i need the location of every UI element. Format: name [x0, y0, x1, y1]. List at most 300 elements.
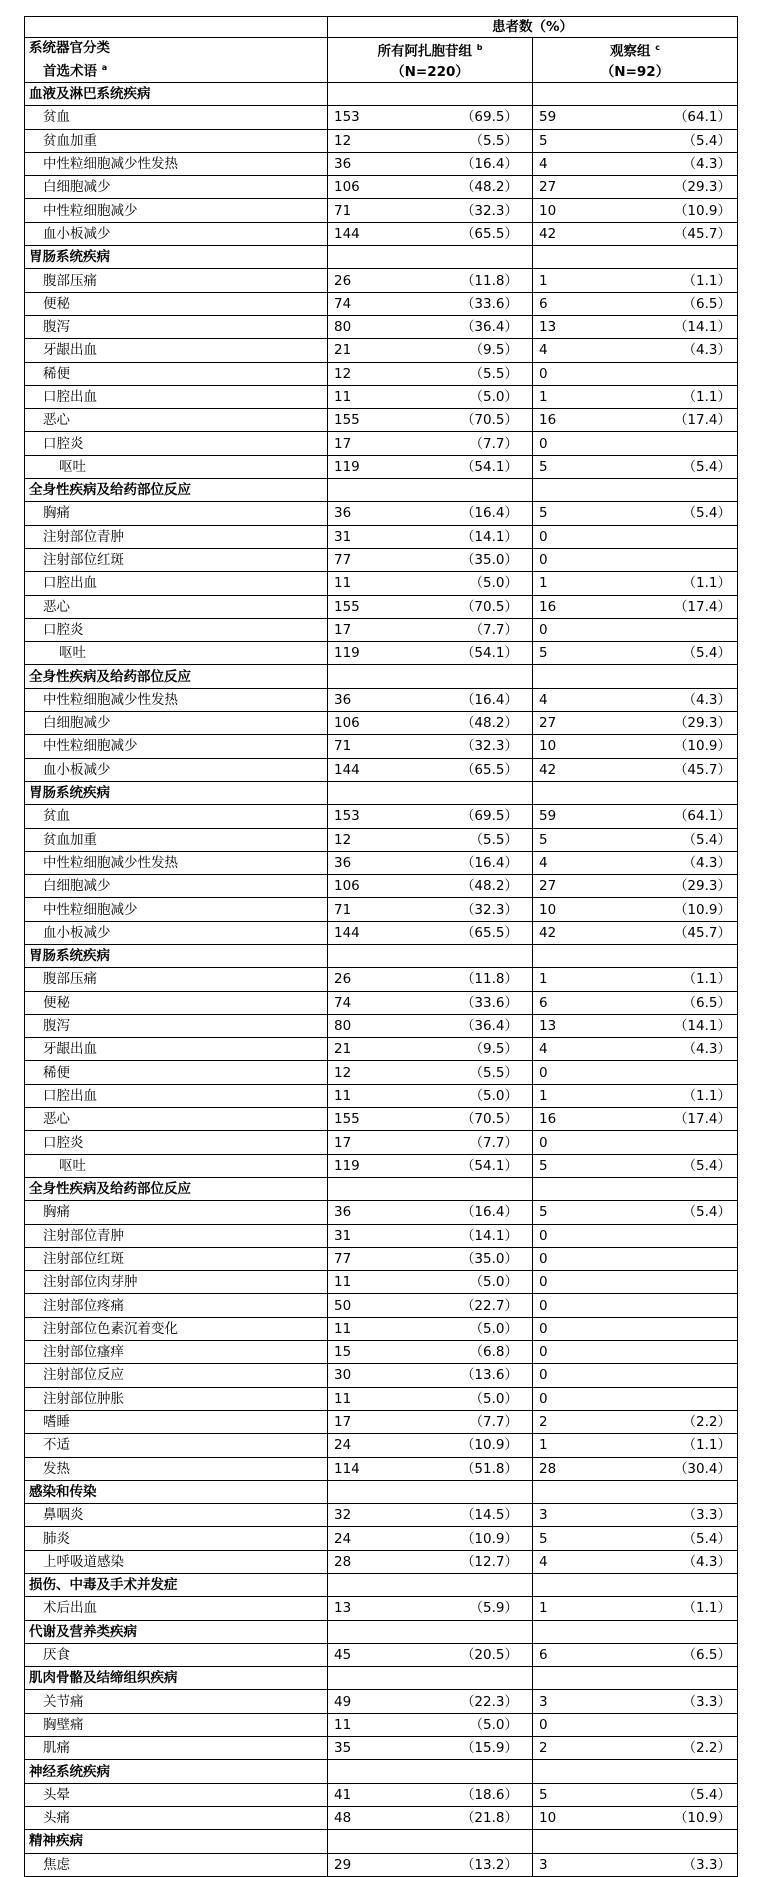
group2-count: 42 — [533, 921, 636, 944]
group1-header — [328, 38, 533, 83]
table-row — [25, 712, 738, 735]
term-name: 嗜睡 — [25, 1410, 328, 1433]
table-row — [25, 688, 738, 711]
group1-percent: （7.7） — [430, 1410, 533, 1433]
group2-percent: （1.1） — [635, 269, 738, 292]
group2-count: 0 — [533, 1247, 636, 1270]
group1-percent: （5.5） — [430, 828, 533, 851]
group2-percent: （1.1） — [635, 385, 738, 408]
group1-count: 11 — [328, 1387, 431, 1410]
term-name: 恶心 — [25, 409, 328, 432]
group1-count: 36 — [328, 152, 431, 175]
category-row — [25, 1177, 738, 1200]
group1-count: 71 — [328, 898, 431, 921]
group2-count: 1 — [533, 1084, 636, 1107]
group2-percent: （30.4） — [635, 1457, 738, 1480]
empty-cell — [533, 781, 636, 804]
group1-count: 74 — [328, 991, 431, 1014]
group1-percent: （69.5） — [430, 805, 533, 828]
table-row — [25, 1527, 738, 1550]
group1-count: 36 — [328, 1201, 431, 1224]
group1-count: 155 — [328, 1108, 431, 1131]
group1-percent: （11.8） — [430, 968, 533, 991]
group2-percent: （1.1） — [635, 1084, 738, 1107]
empty-cell — [328, 1574, 431, 1597]
term-name: 稀便 — [25, 1061, 328, 1084]
group2-count: 5 — [533, 1154, 636, 1177]
group1-count: 32 — [328, 1504, 431, 1527]
group1-count: 106 — [328, 875, 431, 898]
group2-label: 观察组 — [610, 43, 651, 60]
table-row — [25, 1224, 738, 1247]
group2-count: 16 — [533, 595, 636, 618]
term-name: 注射部位瘙痒 — [25, 1341, 328, 1364]
group1-count: 45 — [328, 1643, 431, 1666]
group1-label: 所有阿扎胞苷组 — [377, 43, 473, 60]
term-name: 腹部压痛 — [25, 968, 328, 991]
table-row — [25, 875, 738, 898]
group1-percent: （16.4） — [430, 688, 533, 711]
category-row — [25, 479, 738, 502]
empty-cell — [533, 944, 636, 967]
group2-percent — [635, 1387, 738, 1410]
term-name: 贫血 — [25, 106, 328, 129]
group2-percent: （29.3） — [635, 176, 738, 199]
group1-percent: （7.7） — [430, 1131, 533, 1154]
group2-count: 2 — [533, 1410, 636, 1433]
term-name: 头晕 — [25, 1783, 328, 1806]
group2-count: 6 — [533, 991, 636, 1014]
term-name: 恶心 — [25, 595, 328, 618]
group1-count: 36 — [328, 688, 431, 711]
group2-percent: （29.3） — [635, 875, 738, 898]
table-row — [25, 851, 738, 874]
table-row — [25, 176, 738, 199]
header-row-groups — [25, 38, 738, 83]
group1-count: 21 — [328, 1038, 431, 1061]
table-row — [25, 1341, 738, 1364]
empty-cell — [328, 479, 431, 502]
group1-percent: （33.6） — [430, 292, 533, 315]
table-row — [25, 1643, 738, 1666]
empty-cell — [328, 83, 431, 106]
group1-count: 155 — [328, 409, 431, 432]
term-name: 术后出血 — [25, 1597, 328, 1620]
empty-cell — [635, 1667, 738, 1690]
table-row — [25, 222, 738, 245]
term-name: 发热 — [25, 1457, 328, 1480]
category-row — [25, 1760, 738, 1783]
group2-count: 59 — [533, 805, 636, 828]
group2-percent: （10.9） — [635, 1806, 738, 1829]
group1-percent: （32.3） — [430, 735, 533, 758]
term-name: 呕吐 — [25, 455, 328, 478]
group1-count: 29 — [328, 1853, 431, 1876]
group2-count: 0 — [533, 618, 636, 641]
empty-cell — [430, 1620, 533, 1643]
empty-cell — [635, 665, 738, 688]
group2-percent: （17.4） — [635, 1108, 738, 1131]
empty-cell — [430, 1760, 533, 1783]
group2-count: 1 — [533, 385, 636, 408]
group1-count: 144 — [328, 758, 431, 781]
group1-count: 17 — [328, 618, 431, 641]
table-row — [25, 1154, 738, 1177]
table-row — [25, 1131, 738, 1154]
category-name: 感染和传染 — [25, 1480, 328, 1503]
group2-count: 0 — [533, 432, 636, 455]
term-name: 白细胞减少 — [25, 712, 328, 735]
empty-cell — [328, 1177, 431, 1200]
soc-label: 系统器官分类 — [29, 40, 110, 57]
group2-count: 3 — [533, 1504, 636, 1527]
group1-count: 71 — [328, 735, 431, 758]
table-row — [25, 1550, 738, 1573]
group1-percent: （16.4） — [430, 1201, 533, 1224]
group2-percent: （5.4） — [635, 502, 738, 525]
empty-cell — [430, 1667, 533, 1690]
empty-cell — [533, 665, 636, 688]
group1-footnote: b — [476, 43, 483, 53]
group2-count: 10 — [533, 735, 636, 758]
table-row — [25, 152, 738, 175]
table-row — [25, 828, 738, 851]
table-row — [25, 1387, 738, 1410]
group2-percent: （45.7） — [635, 222, 738, 245]
group2-percent: （45.7） — [635, 921, 738, 944]
group2-percent: （1.1） — [635, 1434, 738, 1457]
group2-percent: （5.4） — [635, 1783, 738, 1806]
empty-cell — [533, 1480, 636, 1503]
term-name: 注射部位肿胀 — [25, 1387, 328, 1410]
group2-percent: （4.3） — [635, 688, 738, 711]
group2-count: 5 — [533, 642, 636, 665]
empty-cell — [635, 1177, 738, 1200]
group2-percent: （1.1） — [635, 968, 738, 991]
group2-count: 6 — [533, 292, 636, 315]
group1-percent: （5.0） — [430, 1387, 533, 1410]
term-name: 白细胞减少 — [25, 875, 328, 898]
term-name: 呕吐 — [25, 1154, 328, 1177]
group1-percent: （32.3） — [430, 898, 533, 921]
group2-percent: （2.2） — [635, 1737, 738, 1760]
group2-percent — [635, 1131, 738, 1154]
empty-cell — [328, 1620, 431, 1643]
group1-count: 12 — [328, 1061, 431, 1084]
table-row — [25, 1783, 738, 1806]
group2-percent: （3.3） — [635, 1853, 738, 1876]
group1-count: 17 — [328, 432, 431, 455]
empty-cell — [533, 1830, 636, 1853]
term-name: 贫血 — [25, 805, 328, 828]
table-row — [25, 432, 738, 455]
group2-count: 3 — [533, 1853, 636, 1876]
group1-percent: （5.0） — [430, 1713, 533, 1736]
group1-percent: （36.4） — [430, 315, 533, 338]
empty-cell — [430, 1830, 533, 1853]
group1-percent: （10.9） — [430, 1527, 533, 1550]
soc-header — [25, 38, 328, 83]
empty-cell — [430, 944, 533, 967]
empty-cell — [328, 665, 431, 688]
group2-percent — [635, 362, 738, 385]
group1-percent: （22.3） — [430, 1690, 533, 1713]
group1-count: 49 — [328, 1690, 431, 1713]
term-name: 注射部位反应 — [25, 1364, 328, 1387]
group1-percent: （11.8） — [430, 269, 533, 292]
group2-count: 0 — [533, 1061, 636, 1084]
table-row — [25, 805, 738, 828]
group1-count: 71 — [328, 199, 431, 222]
group2-count: 10 — [533, 898, 636, 921]
group1-count: 26 — [328, 269, 431, 292]
pt-label: 首选术语 — [43, 63, 97, 80]
term-name: 胸痛 — [25, 502, 328, 525]
category-row — [25, 665, 738, 688]
group2-percent — [635, 1294, 738, 1317]
group2-percent: （17.4） — [635, 595, 738, 618]
group1-percent: （70.5） — [430, 1108, 533, 1131]
empty-cell — [328, 781, 431, 804]
empty-cell — [533, 479, 636, 502]
group1-percent: （14.1） — [430, 1224, 533, 1247]
group1-count: 30 — [328, 1364, 431, 1387]
group1-count: 12 — [328, 362, 431, 385]
group1-percent: （70.5） — [430, 595, 533, 618]
table-row — [25, 595, 738, 618]
empty-cell — [430, 83, 533, 106]
group2-count: 42 — [533, 758, 636, 781]
group2-percent: （5.4） — [635, 455, 738, 478]
group1-count: 41 — [328, 1783, 431, 1806]
group2-count: 10 — [533, 199, 636, 222]
table-row — [25, 1084, 738, 1107]
group2-count: 4 — [533, 339, 636, 362]
category-name: 全身性疾病及给药部位反应 — [25, 665, 328, 688]
group2-count: 1 — [533, 1434, 636, 1457]
term-name: 稀便 — [25, 362, 328, 385]
group1-percent: （9.5） — [430, 1038, 533, 1061]
group1-percent: （6.8） — [430, 1341, 533, 1364]
group1-percent: （5.5） — [430, 129, 533, 152]
term-name: 中性粒细胞减少性发热 — [25, 851, 328, 874]
group2-count: 0 — [533, 525, 636, 548]
empty-cell — [635, 944, 738, 967]
empty-cell — [635, 1480, 738, 1503]
group2-count: 0 — [533, 1387, 636, 1410]
empty-cell — [328, 944, 431, 967]
group1-count: 144 — [328, 921, 431, 944]
empty-cell — [533, 1574, 636, 1597]
term-name: 上呼吸道感染 — [25, 1550, 328, 1573]
group1-percent: （48.2） — [430, 176, 533, 199]
term-name: 便秘 — [25, 292, 328, 315]
group2-count: 0 — [533, 1713, 636, 1736]
group2-count: 4 — [533, 1550, 636, 1573]
table-row — [25, 525, 738, 548]
group1-percent: （14.5） — [430, 1504, 533, 1527]
group2-percent: （5.4） — [635, 129, 738, 152]
group2-count: 5 — [533, 455, 636, 478]
table-row — [25, 1364, 738, 1387]
group2-percent: （4.3） — [635, 1038, 738, 1061]
group1-percent: （70.5） — [430, 409, 533, 432]
group2-count: 1 — [533, 1597, 636, 1620]
table-row — [25, 968, 738, 991]
group1-percent: （33.6） — [430, 991, 533, 1014]
term-name: 注射部位青肿 — [25, 525, 328, 548]
table-row — [25, 1597, 738, 1620]
term-name: 头痛 — [25, 1806, 328, 1829]
term-name: 鼻咽炎 — [25, 1504, 328, 1527]
group1-percent: （35.0） — [430, 548, 533, 571]
group1-percent: （16.4） — [430, 502, 533, 525]
group1-percent: （7.7） — [430, 432, 533, 455]
adverse-events-table-page — [24, 16, 738, 1877]
term-name: 便秘 — [25, 991, 328, 1014]
group2-percent: （64.1） — [635, 106, 738, 129]
empty-cell — [635, 479, 738, 502]
group1-count: 80 — [328, 1014, 431, 1037]
table-row — [25, 292, 738, 315]
group1-count: 24 — [328, 1434, 431, 1457]
category-row — [25, 944, 738, 967]
term-name: 中性粒细胞减少 — [25, 199, 328, 222]
group1-count: 36 — [328, 502, 431, 525]
table-row — [25, 1271, 738, 1294]
group2-count: 0 — [533, 1131, 636, 1154]
group2-count: 0 — [533, 1317, 636, 1340]
group2-percent: （4.3） — [635, 152, 738, 175]
group2-percent: （2.2） — [635, 1410, 738, 1433]
table-row — [25, 1457, 738, 1480]
empty-cell — [533, 1760, 636, 1783]
group2-count: 3 — [533, 1690, 636, 1713]
group2-percent: （3.3） — [635, 1504, 738, 1527]
group1-count: 80 — [328, 315, 431, 338]
group2-percent: （64.1） — [635, 805, 738, 828]
group1-count: 114 — [328, 1457, 431, 1480]
empty-cell — [328, 1760, 431, 1783]
group2-count: 0 — [533, 1341, 636, 1364]
group1-percent: （16.4） — [430, 152, 533, 175]
group2-percent: （14.1） — [635, 315, 738, 338]
header-row-patients — [25, 17, 738, 38]
group2-count: 1 — [533, 968, 636, 991]
empty-cell — [533, 1667, 636, 1690]
table-row — [25, 1317, 738, 1340]
group1-percent: （48.2） — [430, 875, 533, 898]
category-name: 代谢及营养类疾病 — [25, 1620, 328, 1643]
group2-percent — [635, 1317, 738, 1340]
group2-count: 4 — [533, 152, 636, 175]
group2-percent — [635, 1061, 738, 1084]
category-name: 肌肉骨骼及结缔组织疾病 — [25, 1667, 328, 1690]
group2-count: 27 — [533, 712, 636, 735]
group2-count: 5 — [533, 502, 636, 525]
term-name: 关节痛 — [25, 1690, 328, 1713]
group2-percent — [635, 525, 738, 548]
group2-percent — [635, 618, 738, 641]
group2-count: 5 — [533, 129, 636, 152]
group2-count: 27 — [533, 875, 636, 898]
table-row — [25, 1737, 738, 1760]
group2-percent — [635, 1271, 738, 1294]
table-row — [25, 1410, 738, 1433]
group2-count: 10 — [533, 1806, 636, 1829]
group2-percent: （5.4） — [635, 1154, 738, 1177]
group2-percent — [635, 1341, 738, 1364]
term-name: 中性粒细胞减少 — [25, 898, 328, 921]
category-row — [25, 1620, 738, 1643]
table-row — [25, 409, 738, 432]
category-name: 胃肠系统疾病 — [25, 781, 328, 804]
group1-count: 11 — [328, 385, 431, 408]
table-row — [25, 1061, 738, 1084]
empty-cell — [533, 246, 636, 269]
term-name: 牙龈出血 — [25, 1038, 328, 1061]
group2-percent: （4.3） — [635, 339, 738, 362]
group2-percent — [635, 1364, 738, 1387]
category-name: 精神疾病 — [25, 1830, 328, 1853]
term-name: 呕吐 — [25, 642, 328, 665]
group2-percent: （4.3） — [635, 1550, 738, 1573]
empty-cell — [635, 246, 738, 269]
group2-count: 1 — [533, 572, 636, 595]
group1-count: 12 — [328, 129, 431, 152]
group2-count: 0 — [533, 1271, 636, 1294]
group2-count: 13 — [533, 1014, 636, 1037]
term-name: 血小板减少 — [25, 222, 328, 245]
group2-percent: （1.1） — [635, 572, 738, 595]
empty-cell — [635, 1760, 738, 1783]
group2-count: 1 — [533, 269, 636, 292]
category-name: 血液及淋巴系统疾病 — [25, 83, 328, 106]
group1-count: 13 — [328, 1597, 431, 1620]
table-row — [25, 106, 738, 129]
group2-count: 5 — [533, 1783, 636, 1806]
term-name: 血小板减少 — [25, 758, 328, 781]
group1-count: 28 — [328, 1550, 431, 1573]
empty-cell — [533, 83, 636, 106]
table-row — [25, 572, 738, 595]
term-name: 贫血加重 — [25, 129, 328, 152]
group2-count: 16 — [533, 409, 636, 432]
table-row — [25, 898, 738, 921]
group2-percent: （10.9） — [635, 735, 738, 758]
group1-percent: （65.5） — [430, 222, 533, 245]
empty-cell — [328, 1667, 431, 1690]
group2-percent — [635, 1224, 738, 1247]
table-row — [25, 1504, 738, 1527]
category-name: 神经系统疾病 — [25, 1760, 328, 1783]
group2-n: （N=92） — [600, 63, 670, 80]
group1-percent: （54.1） — [430, 1154, 533, 1177]
group1-count: 11 — [328, 1713, 431, 1736]
pt-label-wrap — [29, 58, 325, 82]
group1-percent: （65.5） — [430, 921, 533, 944]
table-row — [25, 618, 738, 641]
term-name: 腹泻 — [25, 1014, 328, 1037]
term-name: 胸痛 — [25, 1201, 328, 1224]
group2-count: 5 — [533, 1527, 636, 1550]
group1-count: 31 — [328, 525, 431, 548]
term-name: 血小板减少 — [25, 921, 328, 944]
group2-count: 4 — [533, 851, 636, 874]
group2-count: 0 — [533, 548, 636, 571]
category-row — [25, 1830, 738, 1853]
group2-percent — [635, 432, 738, 455]
